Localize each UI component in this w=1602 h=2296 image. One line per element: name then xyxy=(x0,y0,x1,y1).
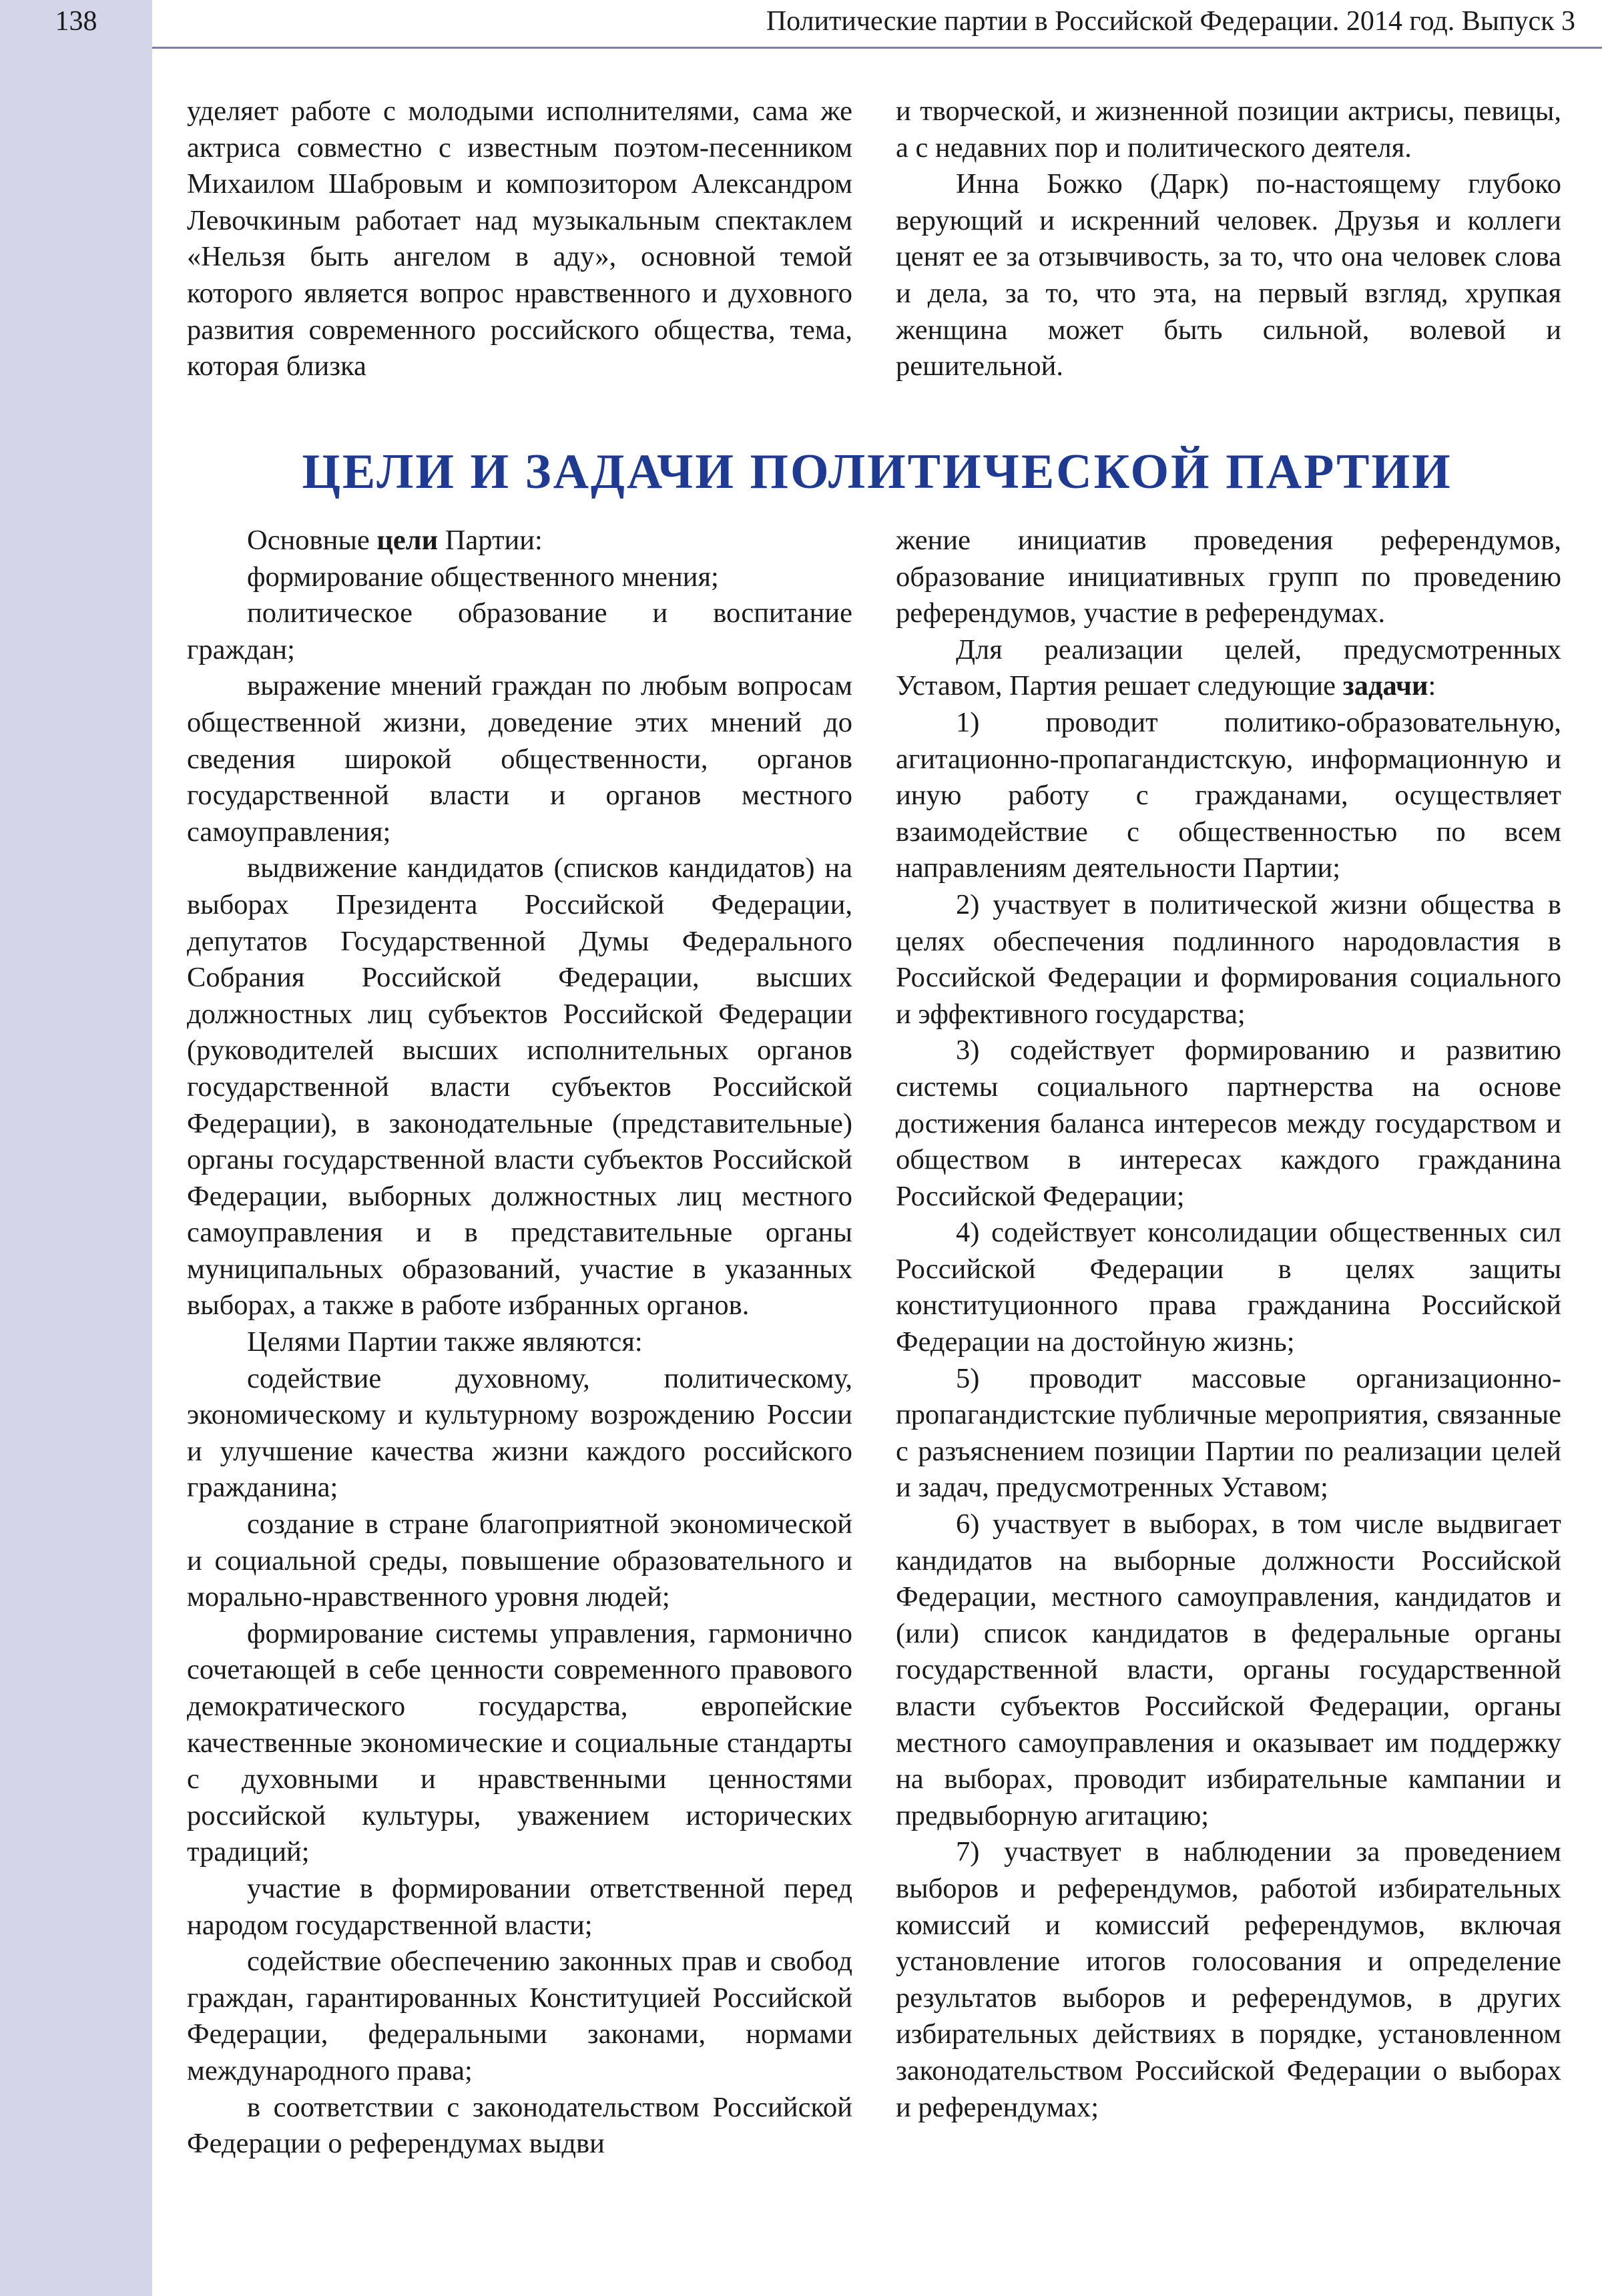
bio-left-column xyxy=(187,93,852,385)
goals-also-intro: Целями Партии также являются: xyxy=(247,1326,643,1358)
goal-item: создание в стране благоприятной экономической и социальной среды, повышение образовательного и морально-нравственного уровня людей; xyxy=(187,1508,852,1613)
tasks-intro xyxy=(896,632,1561,705)
goal-item: выражение мнений граждан по любым вопросам общественной жизни, доведение этих мнений до сведения широкой общественности, органов государственной власти и органов местного самоуправления; xyxy=(187,670,852,848)
goal-item: в соответствии с законодательством Российской Федерации о референдумах выдви xyxy=(187,2091,852,2160)
goal-item: содействие обеспечению законных прав и свобод граждан, гарантированных Конституцией Российской Федерации, федеральными законами, нормами международного права; xyxy=(187,1946,852,2086)
task-item: 3) содействует формированию и развитию системы социального партнерства на основе достижения баланса интересов между государством и обществом в интересах каждого гражданина Российской Федерации; xyxy=(896,1035,1561,1212)
bio-paragraph: Инна Божко (Дарк) по-настоящему глубоко верующий и искренний человек. Друзья и коллеги ценят ее за отзывчивость, за то, что она человек слова и дела, за то, что эта, на первый взгляд, хрупкая женщина может быть сильной, волевой и решительной. xyxy=(896,168,1561,382)
task-item: 2) участвует в политической жизни общества в целях обеспечения подлинного народовластия в Российской Федерации и формирования социального и эффективного государства; xyxy=(896,888,1561,1030)
task-item: 7) участвует в наблюдении за проведением выборов и референдумов, работой избирательных комиссий и комиссий референдумов, включая установление итогов голосования и определение результатов выборов и референдумов, в других избирательных действиях в порядке, установленном законодательством Российской Федерации о выборах и референдумах; xyxy=(896,1836,1561,2123)
goal-item: выдвижение кандидатов (списков кандидатов) на выборах Президента Российской Федерации, депутатов Государственной Думы Федерального Собрания Российской Федерации, высших должностных лиц субъектов Российской Федерации (руководителей высших исполнительных органов государственной власти субъектов Российской Федерации), в законодательные (представительные) органы государственной власти субъектов Российской Федерации, выборных должностных лиц местного самоуправления и в представительные органы муниципальных образований, участие в указанных выборах, а также в работе избранных органов. xyxy=(187,852,852,1322)
tasks-intro-tail: : xyxy=(1428,670,1436,702)
goals-intro-text: Основные xyxy=(247,525,377,556)
task-item: 1) проводит политико-образовательную, агитационно-пропагандистскую, информационную и иную работу с гражданами, осуществляет взаимодействие с общественностью по всем направлениям деятельности Партии; xyxy=(896,706,1561,884)
goals-column xyxy=(187,523,852,2163)
tasks-intro-text: Для реализации целей, предусмотренных Уставом, Партия решает следующие xyxy=(896,633,1561,702)
page-number: 138 xyxy=(55,6,97,37)
goal-continuation: жение инициатив проведения референдумов, образование инициативных групп по проведению референдумов, участие в референдумах. xyxy=(896,525,1561,629)
goals-intro xyxy=(187,523,852,559)
goal-item: формирование системы управления, гармонично сочетающей в себе ценности современного правового демократического государства, европейские качественные экономические и социальные стандарты с духовными и нравственными ценностями российской культуры, уважением исторических традиций; xyxy=(187,1617,852,1868)
bio-paragraph: уделяет работе с молодыми исполнителями, сама же актриса совместно с известным поэтом-песенником Михаилом Шабровым и композитором Александром Левочкиным работает над музыкальным спектаклем «Нельзя быть ангелом в аду», основной темой которого является вопрос нравственного и духовного развития современного российского общества, тема, которая близка xyxy=(187,95,852,382)
tasks-column xyxy=(896,523,1561,2126)
goal-item: участие в формировании ответственной перед народом государственной власти; xyxy=(187,1872,852,1941)
running-header-title: Политические партии в Российской Федерации. 2014 год. Выпуск 3 xyxy=(766,6,1575,37)
section-heading: ЦЕЛИ И ЗАДАЧИ ПОЛИТИЧЕСКОЙ ПАРТИИ xyxy=(302,445,1452,499)
goals-intro-keyword: цели xyxy=(376,525,439,556)
goal-item: формирование общественного мнения; xyxy=(247,561,719,593)
task-item: 5) проводит массовые организационно-пропагандистские публичные мероприятия, связанные с разъяснением позиции Партии по реализации целей и задач, предусмотренных Уставом; xyxy=(896,1362,1561,1504)
task-item: 6) участвует в выборах, в том числе выдвигает кандидатов на выборные должности Российской Федерации, местного самоуправления, кандидатов и (или) список кандидатов в федеральные органы государственной власти, органы государственной власти субъектов Российской Федерации, органы местного самоуправления и оказывает им поддержку на выборах, проводит избирательные кампании и предвыборную агитацию; xyxy=(896,1508,1561,1831)
task-item: 4) содействует консолидации общественных сил Российской Федерации в целях защиты конституционного права гражданина Российской Федерации на достойную жизнь; xyxy=(896,1217,1561,1358)
side-margin-band xyxy=(0,0,152,2296)
header-divider xyxy=(152,47,1602,49)
bio-paragraph: и творческой, и жизненной позиции актрисы, певицы, а с недавних пор и политического деятеля. xyxy=(896,95,1561,164)
goals-intro-tail: Партии: xyxy=(438,525,543,556)
goal-item: политическое образование и воспитание граждан; xyxy=(187,597,852,665)
goal-item: содействие духовному, политическому, экономическому и культурному возрождению России и улучшение качества жизни каждого российского гражданина; xyxy=(187,1362,852,1504)
tasks-intro-keyword: задачи xyxy=(1342,670,1428,702)
bio-right-column xyxy=(896,93,1561,385)
